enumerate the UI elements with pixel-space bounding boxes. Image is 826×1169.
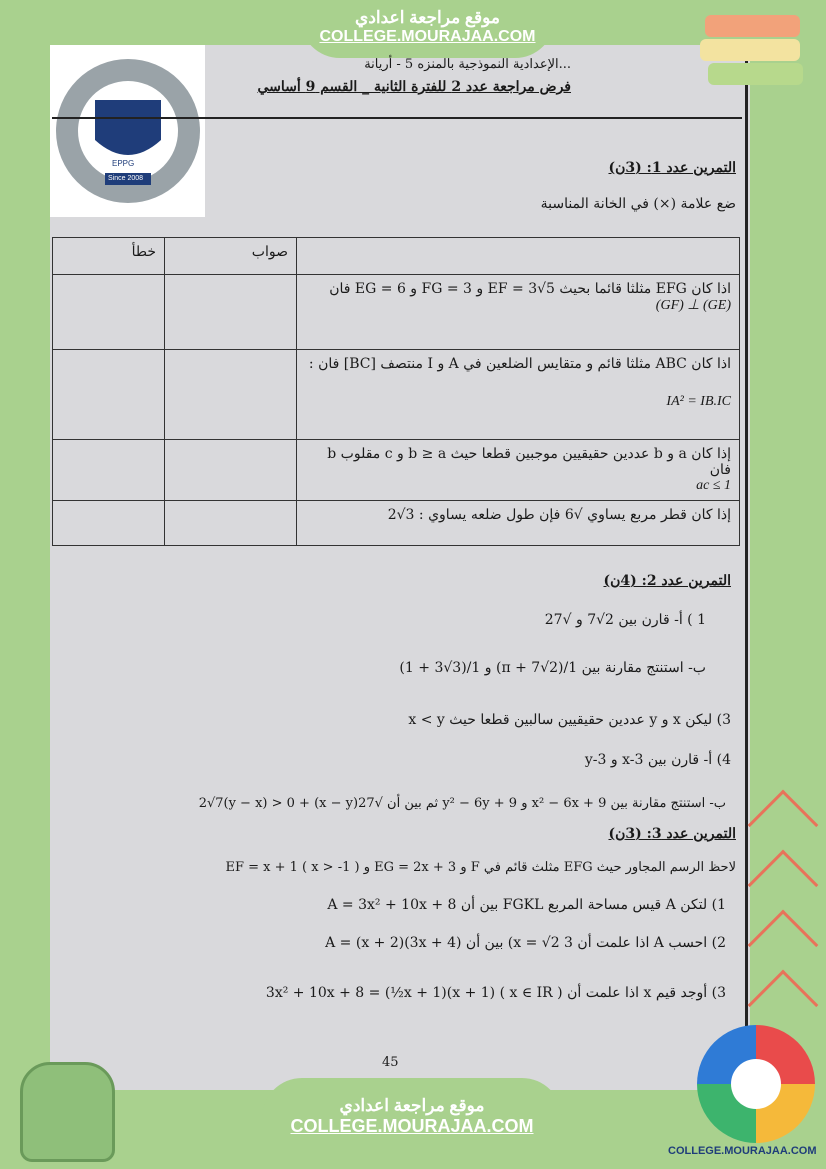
ex1-title: التمرين عدد 1: (3ن) [608,160,736,176]
ex2-item: 3) لیکن x و y عددين حقيقيين سالبين قطعا حيث x < y [408,712,731,728]
school-logo [50,45,205,217]
page-number: 45 [382,1055,399,1070]
col-true: صواب [165,238,297,275]
ex2-title: التمرين عدد 2: (4ن) [603,573,731,589]
banner-url[interactable]: COLLEGE.MOURAJAA.COM [290,1116,534,1136]
bottom-banner[interactable] [262,1078,562,1169]
statement: إذا كان قطر مربع يساوي √6 فإن طول ضلعه يساوي : 3√2 [297,501,740,546]
exam-title: فرض مراجعة عدد 2 للفترة الثانية _ القسم 9 أساسي [257,79,571,95]
statement: اذا كان EFG مثلثا قائما بحيث EF = 3√5 و FG = 3 و EG = 6 فان (GE) ⊥ (GF) [297,275,740,350]
divider [52,117,742,119]
backpack-icon [20,1062,115,1162]
false-cell[interactable] [53,275,165,350]
page-border [745,60,748,1090]
school-name: ...الإعدادية النموذجية بالمنزه 5 - أريانة [364,57,571,72]
statement: اذا كان ABC مثلثا قائم و متقايس الضلعين في A و I منتصف [BC] فان : IA² = IB.IC [297,350,740,440]
false-cell[interactable] [53,440,165,501]
banner-url[interactable]: COLLEGE.MOURAJAA.COM [319,28,536,45]
top-banner[interactable] [300,0,555,58]
books-icon [700,15,810,90]
false-cell[interactable] [53,501,165,546]
statement: إذا كان a و b عددين حقيقيين موجبين قطعا حيث b ≥ a و c مقلوب b فان 1 ≥ ac [297,440,740,501]
banner-arabic: موقع مراجعة اعدادي [339,1096,485,1115]
education-wheel-icon [697,1025,815,1143]
logo-text: EPPG [112,159,135,168]
ex2-item: ب- استنتج مقارنة بين 1/(2√7 + π) و 1/(3√3 + 1) [399,660,706,676]
ex3-title: التمرين عدد 3: (3ن) [608,826,736,842]
true-cell[interactable] [165,440,297,501]
ex1-instruction: ضع علامة (×) في الخانة المناسبة [540,196,736,212]
logo-since: Since 2008 [108,175,144,182]
ex3-item: 1) لتكن A قيس مساحة المربع FGKL بين أن A = 3x² + 10x + 8 [327,897,726,913]
ex3-item: 3) أوجد قيم x اذا علمت أن 3x² + 10x + 8 = (½x + 1)(x + 1) ( x ∈ IR ) [265,985,726,1001]
true-cell[interactable] [165,275,297,350]
col-false: خطأ [53,238,165,275]
banner-arabic: موقع مراجعة اعدادي [355,8,500,27]
question-header [297,238,740,275]
true-cell[interactable] [165,350,297,440]
corner-url[interactable]: COLLEGE.MOURAJAA.COM [668,1145,817,1157]
true-cell[interactable] [165,501,297,546]
ex2-item: 1 ) أ- قارن بين 2√7 و √27 [544,612,706,628]
ex2-item: 4) أ- قارن بين x-3 و y-3 [584,752,731,768]
ex3-item: 2) احسب A اذا علمت أن x = √2 3) بين أن A = (x + 2)(3x + 4) [325,935,726,951]
ex3-intro: لاحظ الرسم المجاور حيث EFG مثلث قائم في F و EG = 2x + 3 و EF = x + 1 ( x > -1 ) [225,860,736,875]
false-cell[interactable] [53,350,165,440]
true-false-table [52,237,740,546]
ex2-item: ب- استنتج مقارنة بين x² − 6x + 9 و y² − 6y + 9 ثم بين أن √27(x − y) + 2√7(y − x) > 0 [198,796,726,811]
